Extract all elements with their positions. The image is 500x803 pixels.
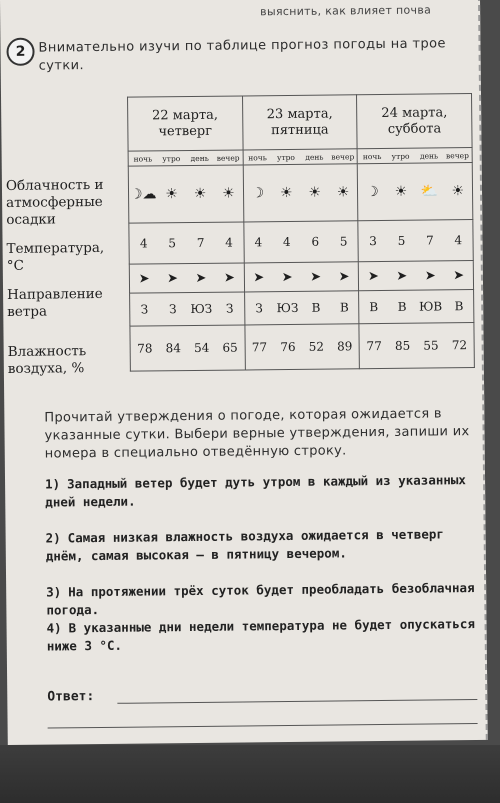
day-header: 23 марта, пятница: [242, 95, 357, 150]
humidity-value: 52: [308, 339, 325, 354]
wind-arrow-icon: ➤: [338, 268, 350, 284]
wind-names-day-3: [359, 290, 474, 324]
temperature-value: 5: [168, 236, 177, 251]
wind-name: В: [311, 300, 321, 315]
answer-line-2[interactable]: [48, 723, 478, 729]
row-label-cloud: Облачность и атмосферные осадки: [5, 176, 104, 228]
statement-3: 3) На протяжении трёх суток будет преобладать безоблачная погода.: [46, 580, 475, 618]
wind-arrow-icon: ➤: [223, 270, 235, 286]
moon-icon: ☽: [251, 185, 265, 202]
cloud-icons-day-1: [128, 165, 243, 223]
humidity-value: 65: [222, 340, 238, 355]
day-part-label: ночь: [133, 153, 153, 164]
day-parts-day-1: [128, 150, 243, 166]
task-number: 2: [6, 38, 34, 66]
wind-directions-day-1: [129, 263, 244, 293]
temperature-value: 5: [339, 234, 348, 249]
wind-arrow-icon: ➤: [138, 270, 150, 287]
background-shadow: [0, 745, 500, 803]
humidity-value: 78: [137, 341, 153, 356]
humidity-day-1: [130, 325, 245, 371]
wind-arrow-icon: ➤: [281, 269, 293, 285]
sun-icon: ☀: [193, 185, 207, 202]
sun-icon: ☀: [336, 184, 350, 201]
day-part-label: ночь: [362, 151, 382, 161]
wind-arrow-icon: ➤: [195, 270, 207, 286]
temperature-value: 6: [311, 234, 320, 249]
humidity-day-2: [245, 324, 360, 370]
cloud-icons-day-2: [243, 164, 358, 222]
row-label-wind: Направление ветра: [7, 285, 103, 320]
moon-cloud-icon: ☽☁: [129, 186, 157, 203]
temperature-value: 7: [426, 233, 434, 248]
temperature-value: 7: [196, 235, 205, 250]
sun-icon: ☀: [279, 184, 293, 202]
humidity-value: 77: [251, 340, 268, 355]
day-part-label: утро: [276, 152, 295, 162]
day-header: 24 марта, суббота: [357, 94, 472, 149]
wind-name: З: [140, 302, 149, 317]
humidity-value: 89: [337, 339, 353, 354]
temperature-value: 4: [139, 236, 148, 251]
sun-icon: ☀: [394, 183, 408, 200]
temperatures-day-2: [243, 221, 358, 263]
temperature-value: 4: [225, 235, 233, 250]
wind-name: В: [339, 300, 349, 315]
sun-icon: ☀: [165, 186, 179, 203]
day-part-label: утро: [162, 153, 181, 163]
wind-directions-day-2: [244, 262, 359, 292]
statement-4: 4) В указанные дни недели температура не будет опускаться ниже 3 °С.: [46, 616, 476, 654]
wind-names-day-2: [244, 291, 359, 325]
sun-icon: ☀: [308, 184, 322, 201]
day-part-label: вечер: [445, 150, 469, 160]
day-parts-day-3: [357, 148, 472, 164]
answer-label: Ответ:: [47, 689, 95, 705]
row-label-humidity: Влажность воздуха, %: [7, 343, 87, 377]
temperature-value: 4: [254, 235, 263, 250]
wind-arrow-icon: ➤: [167, 270, 179, 286]
temperature-value: 4: [282, 234, 291, 250]
wind-name: З: [255, 301, 263, 316]
day-header: 22 марта, четверг: [128, 96, 243, 151]
humidity-value: 76: [280, 339, 296, 355]
humidity-value: 55: [423, 338, 439, 353]
task-text: Внимательно изучи по таблице прогноз погоды на трое сутки.: [38, 36, 446, 74]
day-parts-day-2: [243, 149, 358, 165]
wind-arrow-icon: ➤: [396, 268, 408, 284]
cut-header-text: выяснить, как влияет почва: [260, 3, 432, 19]
row-label-temp: Температура, °С: [6, 239, 105, 274]
day-part-label: вечер: [331, 151, 355, 162]
answer-line[interactable]: [117, 699, 477, 704]
temperature-value: 4: [454, 233, 463, 248]
instruction-text: Прочитай утверждения о погоде, которая ожидается в указанные сутки. Выбери верные утверждения, запиши их номера в специально отведённую строку.: [44, 406, 470, 462]
sun-cloud-icon: ⛅: [420, 183, 439, 200]
wind-name: В: [454, 299, 464, 314]
sun-icon: ☀: [451, 183, 465, 200]
wind-name: З: [225, 301, 234, 316]
day-part-label: день: [305, 152, 324, 162]
day-part-label: день: [190, 153, 209, 163]
wind-arrow-icon: ➤: [453, 267, 465, 283]
humidity-value: 85: [394, 338, 411, 353]
wind-name: ЮВ: [418, 299, 443, 314]
day-part-label: ночь: [248, 152, 267, 162]
temperature-value: 3: [369, 234, 377, 249]
moon-icon: ☽: [366, 184, 379, 201]
wind-name: В: [369, 300, 379, 315]
sun-icon: ☀: [222, 185, 235, 202]
temperatures-day-3: [358, 220, 473, 262]
temperature-value: 5: [397, 233, 406, 248]
day-part-label: утро: [391, 151, 410, 161]
weather-forecast-table: [127, 93, 475, 372]
statement-1: 1) Западный ветер будет дуть утром в каждый из указанных дней недели.: [44, 472, 466, 510]
wind-arrow-icon: ➤: [310, 269, 322, 285]
humidity-value: 54: [193, 340, 210, 355]
statement-2: 2) Самая низкая влажность воздуха ожидается в четверг днём, самая высокая — в пятницу вечером.: [45, 526, 444, 564]
day-part-label: день: [419, 150, 439, 161]
wind-name: В: [397, 299, 407, 314]
wind-arrow-icon: ➤: [367, 268, 379, 284]
wind-names-day-1: [130, 292, 245, 326]
temperatures-day-1: [129, 222, 244, 264]
wind-name: ЮЗ: [276, 300, 299, 316]
wind-arrow-icon: ➤: [253, 269, 265, 285]
wind-directions-day-3: [359, 261, 474, 291]
wind-arrow-icon: ➤: [424, 267, 436, 284]
humidity-day-3: [359, 323, 474, 369]
day-part-label: вечер: [216, 153, 240, 163]
wind-name: З: [169, 302, 177, 317]
humidity-value: 77: [366, 339, 382, 354]
wind-name: ЮЗ: [190, 301, 213, 317]
cloud-icons-day-3: [358, 163, 473, 221]
humidity-value: 84: [165, 341, 181, 356]
humidity-value: 72: [451, 338, 468, 353]
